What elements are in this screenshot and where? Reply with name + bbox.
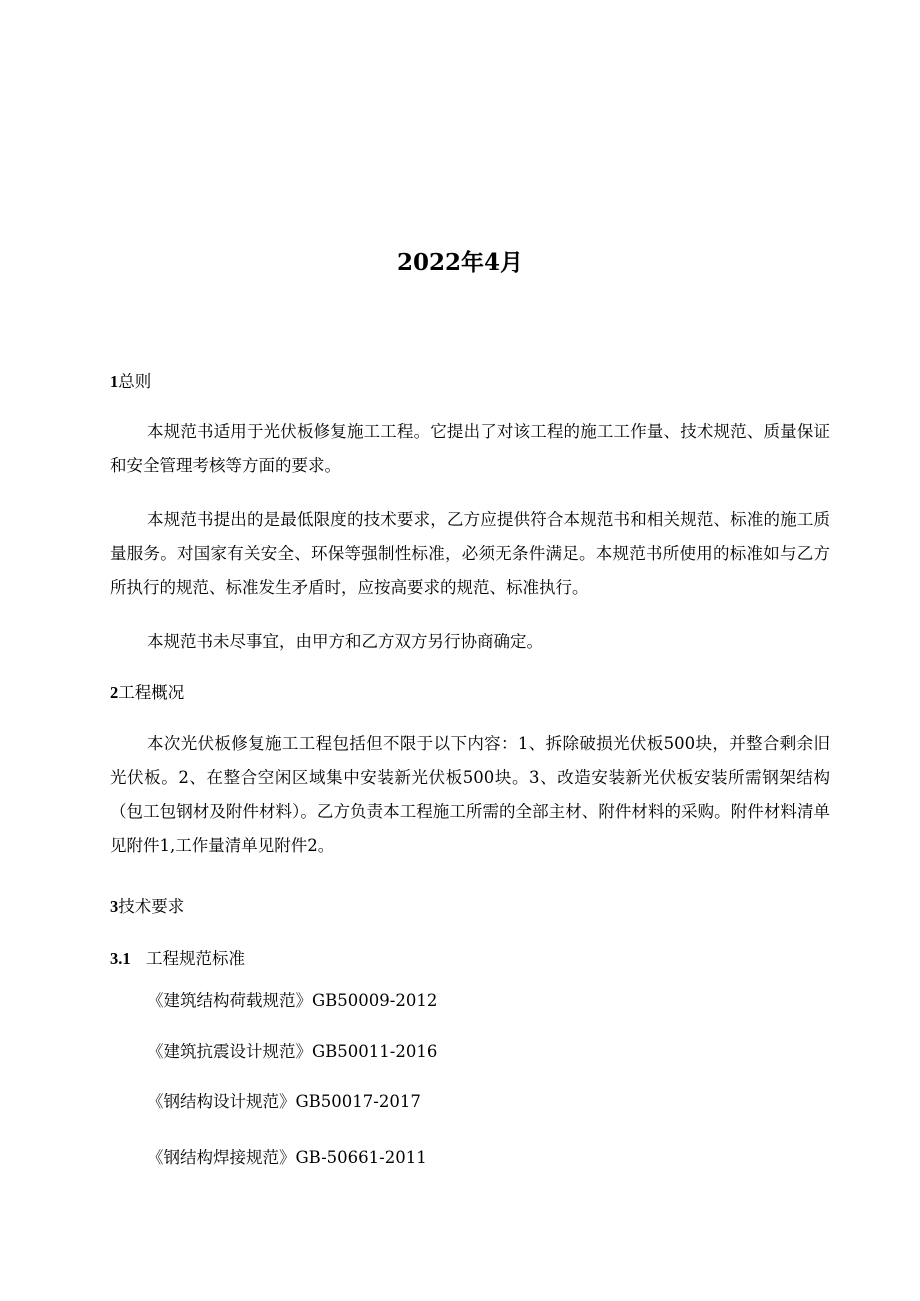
section-title: 总则: [118, 372, 152, 391]
section-3-heading: [110, 895, 184, 919]
section-number: 3: [110, 897, 119, 916]
section-2-paragraph-1: 本次光伏板修复施工工程包括但不限于以下内容：1、拆除破损光伏板500块，并整合剩余旧光伏板。2、在整合空闲区域集中安装新光伏板500块。3、改造安装新光伏板安装所需钢架结构（包工包钢材及附件材料）。乙方负责本工程施工所需的全部主材、附件材料的采购。附件材料清单见附件1,工作量清单见附件2。: [110, 734, 830, 855]
standard-item: 《建筑结构荷载规范》GB50009-2012: [147, 991, 438, 1010]
subsection-3-1-heading: [110, 947, 245, 971]
subsection-title: 工程规范标准: [146, 949, 245, 968]
section-number: 2: [110, 683, 119, 702]
standard-item: 《建筑抗震设计规范》GB50011-2016: [147, 1042, 438, 1061]
section-1-paragraph-3: 本规范书未尽事宜，由甲方和乙方双方另行协商确定。: [147, 632, 543, 651]
standard-item: 《钢结构焊接规范》GB-50661-2011: [147, 1148, 427, 1167]
standard-item: 《钢结构设计规范》GB50017-2017: [147, 1092, 421, 1111]
subsection-number: 3.1: [110, 949, 131, 968]
document-date: 2022年4月: [396, 249, 524, 276]
section-number: 1: [110, 372, 119, 391]
section-1-paragraph-2: 本规范书提出的是最低限度的技术要求，乙方应提供符合本规范书和相关规范、标准的施工质量服务。对国家有关安全、环保等强制性标准，必须无条件满足。本规范书所使用的标准如与乙方所执行的规范、标准发生矛盾时，应按高要求的规范、标准执行。: [110, 510, 830, 597]
section-1-paragraph-1: 本规范书适用于光伏板修复施工工程。它提出了对该工程的施工工作量、技术规范、质量保证和安全管理考核等方面的要求。: [110, 422, 830, 475]
section-2-heading: [110, 681, 184, 705]
section-1-heading: [110, 370, 151, 394]
section-title: 技术要求: [118, 897, 185, 916]
section-title: 工程概况: [118, 683, 185, 702]
